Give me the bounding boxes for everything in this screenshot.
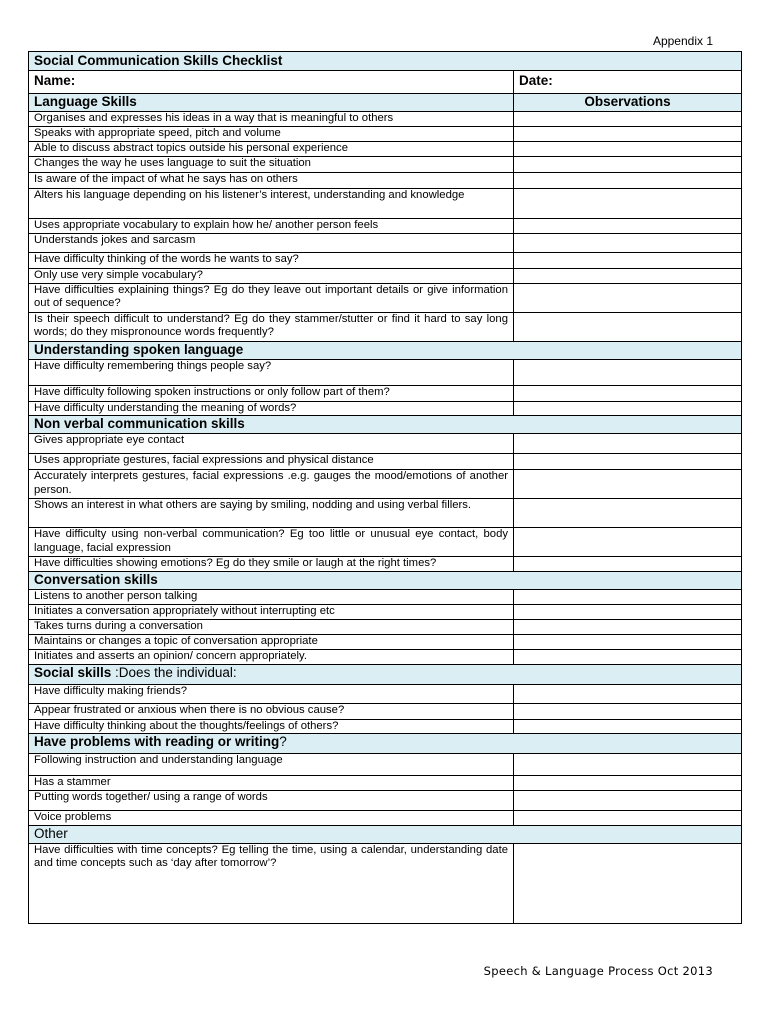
observation-cell[interactable] bbox=[514, 434, 742, 454]
checklist-item: Have difficulty thinking of the words he wants to say? bbox=[29, 253, 514, 269]
checklist-row bbox=[29, 499, 742, 528]
checklist-item: Have difficulty using non-verbal communication? Eg too little or unusual eye contact, body language, facial expression bbox=[29, 528, 514, 557]
checklist-row bbox=[29, 634, 742, 649]
footer-text: Speech & Language Process Oct 2013 bbox=[483, 964, 713, 978]
section-header-row bbox=[29, 416, 742, 434]
checklist-item: Following instruction and understanding language bbox=[29, 754, 514, 776]
observation-cell[interactable] bbox=[514, 499, 742, 528]
observation-cell[interactable] bbox=[514, 173, 742, 189]
checklist-row bbox=[29, 754, 742, 776]
section-header-row bbox=[29, 825, 742, 843]
checklist-row bbox=[29, 454, 742, 470]
checklist-row bbox=[29, 605, 742, 620]
section-heading-text: Understanding spoken language bbox=[34, 341, 244, 357]
checklist-item: Listens to another person talking bbox=[29, 590, 514, 605]
checklist-row bbox=[29, 791, 742, 811]
checklist-table bbox=[28, 51, 742, 924]
checklist-item: Changes the way he uses language to suit the situation bbox=[29, 157, 514, 173]
section-heading-text: Have problems with reading or writing bbox=[34, 734, 280, 749]
observation-cell[interactable] bbox=[514, 359, 742, 385]
checklist-row bbox=[29, 470, 742, 499]
checklist-row bbox=[29, 528, 742, 557]
checklist-row bbox=[29, 253, 742, 269]
checklist-row bbox=[29, 385, 742, 401]
observation-cell[interactable] bbox=[514, 843, 742, 923]
checklist-item: Maintains or changes a topic of conversation appropriate bbox=[29, 634, 514, 649]
observation-cell[interactable] bbox=[514, 253, 742, 269]
observation-cell[interactable] bbox=[514, 454, 742, 470]
section-heading bbox=[29, 94, 514, 112]
section-heading-text: Other bbox=[34, 825, 68, 841]
observation-cell[interactable] bbox=[514, 157, 742, 173]
checklist-row bbox=[29, 189, 742, 219]
observation-cell[interactable] bbox=[514, 189, 742, 219]
section-header-row bbox=[29, 341, 742, 359]
checklist-item: Accurately interprets gestures, facial expressions .e.g. gauges the mood/emotions of another person. bbox=[29, 470, 514, 499]
name-field[interactable]: Name: bbox=[29, 71, 514, 94]
checklist-row bbox=[29, 843, 742, 923]
section-header-row bbox=[29, 734, 742, 754]
observations-header: Observations bbox=[514, 94, 742, 112]
observation-cell[interactable] bbox=[514, 684, 742, 703]
checklist-row bbox=[29, 684, 742, 703]
observation-cell[interactable] bbox=[514, 470, 742, 499]
checklist-item: Takes turns during a conversation bbox=[29, 619, 514, 634]
section-heading bbox=[29, 416, 742, 434]
date-field[interactable]: Date: bbox=[514, 71, 742, 94]
name-date-row bbox=[29, 71, 742, 94]
checklist-item: Organises and expresses his ideas in a way that is meaningful to others bbox=[29, 112, 514, 127]
checklist-row bbox=[29, 619, 742, 634]
checklist-item: Is aware of the impact of what he says has on others bbox=[29, 173, 514, 189]
observation-cell[interactable] bbox=[514, 605, 742, 620]
section-heading bbox=[29, 825, 742, 843]
observation-cell[interactable] bbox=[514, 112, 742, 127]
checklist-item: Initiates a conversation appropriately without interrupting etc bbox=[29, 605, 514, 620]
observation-cell[interactable] bbox=[514, 754, 742, 776]
observation-cell[interactable] bbox=[514, 649, 742, 664]
section-header-row bbox=[29, 664, 742, 684]
checklist-item: Only use very simple vocabulary? bbox=[29, 269, 514, 284]
appendix-label: Appendix 1 bbox=[652, 34, 713, 48]
checklist-item: Uses appropriate gestures, facial expressions and physical distance bbox=[29, 454, 514, 470]
checklist-row bbox=[29, 557, 742, 572]
checklist-row bbox=[29, 173, 742, 189]
section-heading bbox=[29, 664, 742, 684]
checklist-row bbox=[29, 719, 742, 734]
observation-cell[interactable] bbox=[514, 401, 742, 416]
observation-cell[interactable] bbox=[514, 557, 742, 572]
observation-cell[interactable] bbox=[514, 127, 742, 142]
observation-cell[interactable] bbox=[514, 776, 742, 791]
observation-cell[interactable] bbox=[514, 619, 742, 634]
observation-cell[interactable] bbox=[514, 791, 742, 811]
checklist-item: Have difficulty making friends? bbox=[29, 684, 514, 703]
checklist-row bbox=[29, 649, 742, 664]
checklist-row bbox=[29, 703, 742, 719]
section-heading-suffix: :Does the individual: bbox=[111, 664, 237, 680]
checklist-item: Initiates and asserts an opinion/ concern appropriately. bbox=[29, 649, 514, 664]
checklist-row bbox=[29, 269, 742, 284]
checklist-row bbox=[29, 359, 742, 385]
observation-cell[interactable] bbox=[514, 142, 742, 157]
section-heading-text: Language Skills bbox=[34, 94, 137, 109]
checklist-item: Is their speech difficult to understand? Eg do they stammer/stutter or find it hard to say long words; do they mispronounce words frequently? bbox=[29, 312, 514, 341]
observation-cell[interactable] bbox=[514, 590, 742, 605]
checklist-item: Speaks with appropriate speed, pitch and volume bbox=[29, 127, 514, 142]
checklist-row bbox=[29, 283, 742, 312]
checklist-item: Understands jokes and sarcasm bbox=[29, 234, 514, 253]
observation-cell[interactable] bbox=[514, 234, 742, 253]
checklist-row bbox=[29, 219, 742, 234]
section-heading-suffix: ? bbox=[279, 734, 287, 749]
checklist-row bbox=[29, 401, 742, 416]
checklist-item: Has a stammer bbox=[29, 776, 514, 791]
checklist-row bbox=[29, 127, 742, 142]
checklist-item: Have difficulty remembering things people say? bbox=[29, 359, 514, 385]
observation-cell[interactable] bbox=[514, 719, 742, 734]
title-row bbox=[29, 52, 742, 71]
section-heading-text: Conversation skills bbox=[34, 572, 158, 587]
observation-cell[interactable] bbox=[514, 385, 742, 401]
checklist-item: Able to discuss abstract topics outside his personal experience bbox=[29, 142, 514, 157]
checklist-row bbox=[29, 811, 742, 826]
section-heading bbox=[29, 572, 742, 590]
checklist-item: Alters his language depending on his listener’s interest, understanding and knowledge bbox=[29, 189, 514, 219]
checklist-title: Social Communication Skills Checklist bbox=[29, 52, 742, 71]
checklist-item: Shows an interest in what others are saying by smiling, nodding and using verbal fillers. bbox=[29, 499, 514, 528]
section-heading bbox=[29, 341, 742, 359]
checklist-row bbox=[29, 234, 742, 253]
checklist-item: Have difficulties explaining things? Eg do they leave out important details or give information out of sequence? bbox=[29, 283, 514, 312]
checklist-body bbox=[29, 52, 742, 924]
section-heading-text: Non verbal communication skills bbox=[34, 416, 245, 431]
checklist-item: Putting words together/ using a range of words bbox=[29, 791, 514, 811]
checklist-row bbox=[29, 112, 742, 127]
checklist-row bbox=[29, 142, 742, 157]
checklist-row bbox=[29, 434, 742, 454]
observation-cell[interactable] bbox=[514, 634, 742, 649]
observation-cell[interactable] bbox=[514, 312, 742, 341]
checklist-row bbox=[29, 590, 742, 605]
checklist-item: Have difficulty understanding the meaning of words? bbox=[29, 401, 514, 416]
checklist-row bbox=[29, 312, 742, 341]
section-heading-text: Social skills bbox=[34, 664, 112, 680]
observation-cell[interactable] bbox=[514, 269, 742, 284]
checklist-item: Gives appropriate eye contact bbox=[29, 434, 514, 454]
observation-cell[interactable] bbox=[514, 811, 742, 826]
checklist-item: Uses appropriate vocabulary to explain how he/ another person feels bbox=[29, 219, 514, 234]
checklist-item: Have difficulties with time concepts? Eg telling the time, using a calendar, understanding date and time concepts such as ‘day after tomorrow’? bbox=[29, 843, 514, 923]
checklist-row bbox=[29, 157, 742, 173]
section-heading bbox=[29, 734, 742, 754]
observation-cell[interactable] bbox=[514, 528, 742, 557]
observation-cell[interactable] bbox=[514, 283, 742, 312]
checklist-row bbox=[29, 776, 742, 791]
checklist-item: Have difficulty following spoken instructions or only follow part of them? bbox=[29, 385, 514, 401]
observation-cell[interactable] bbox=[514, 219, 742, 234]
checklist-item: Have difficulties showing emotions? Eg do they smile or laugh at the right times? bbox=[29, 557, 514, 572]
checklist-item: Voice problems bbox=[29, 811, 514, 826]
checklist-item: Appear frustrated or anxious when there is no obvious cause? bbox=[29, 703, 514, 719]
section-header-row bbox=[29, 94, 742, 112]
section-header-row bbox=[29, 572, 742, 590]
observation-cell[interactable] bbox=[514, 703, 742, 719]
checklist-item: Have difficulty thinking about the thoughts/feelings of others? bbox=[29, 719, 514, 734]
